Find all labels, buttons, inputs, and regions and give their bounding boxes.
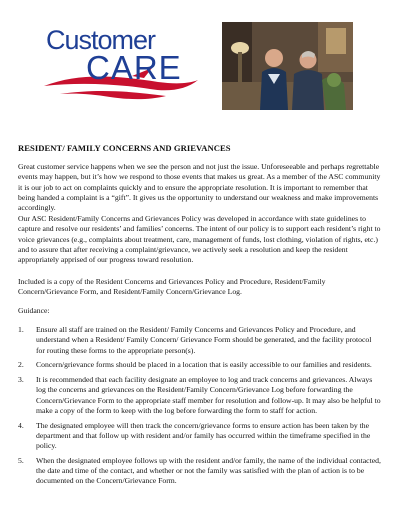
logo-text-customer: Customer bbox=[46, 25, 156, 55]
photo-two-men-talking bbox=[222, 22, 353, 110]
list-item bbox=[18, 456, 382, 487]
list-item bbox=[18, 325, 382, 356]
logo-text-care: CARE bbox=[86, 49, 182, 86]
list-item-number: 4. bbox=[18, 420, 24, 430]
guidance-list bbox=[18, 325, 382, 491]
list-item-number: 3. bbox=[18, 374, 24, 384]
paragraph-intro: Great customer service happens when we see the person and not just the issue. Unforeseeable and perhaps regrettable events may happen, but it’s how we respond to those events that makes us great. As a member of the ASC community it is our job to act on complaints quickly and to ensure the appropriate resolution. It is important to remember that being handed a complaint is a “gift”. It gives us the opportunity to understand our weakness and make improvements accordingly. bbox=[18, 162, 381, 213]
list-item bbox=[18, 421, 382, 452]
list-item bbox=[18, 360, 382, 370]
photo-illustration bbox=[222, 22, 353, 110]
list-item bbox=[18, 375, 382, 416]
customer-care-logo bbox=[40, 22, 200, 104]
list-item-number: 1. bbox=[18, 325, 24, 334]
list-item-text: It is recommended that each facility designate an employee to log and track concerns and grievances. Always log the concerns and grievances on the Resident/Family Concern/Grievance Log before forwarding the Concern/Grievance Form to the appropriate staff member for resolution and follow-up. It may also be helpful to make a copy of the form to keep with the log before forwarding the form to staff for action. bbox=[36, 374, 381, 415]
list-item-text: When the designated employee follows up with the resident and/or family, the name of the individual contacted, the date and time of the contact, and whether or not the family was satisfied with the plan of action is to be documented on the Concern/Grievance Form. bbox=[36, 455, 381, 486]
page-title: RESIDENT/ FAMILY CONCERNS AND GRIEVANCES bbox=[18, 143, 231, 153]
paragraph-included: Included is a copy of the Resident Concerns and Grievances Policy and Procedure, Resident/Family Concern/Grievance Form, and Resident/Family Concern/Grievance Log. bbox=[18, 277, 326, 297]
list-item-text: Ensure all staff are trained on the Resident/ Family Concerns and Grievances Policy and Procedure, and understand when a Resident/ Family Concern/ Grievance Form should be generated, and the facility protocol for routing these forms to the appropriate person(s). bbox=[36, 325, 372, 355]
paragraph-policy: Our ASC Resident/Family Concerns and Grievances Policy was developed in accordance with state guidelines to capture and resolve our residents’ and families’ concerns. The intent of our policy is to support each resident’s right to voice grievances (e.g., complaints about treatment, care, management of funds, lost clothing, violation of rights, etc.) and to assure that after receiving a complaint/grievance, we actively seek a resolution and keep the resident appropriately apprised of our progress toward resolution. bbox=[18, 214, 381, 265]
guidance-label: Guidance: bbox=[18, 306, 50, 315]
list-item-number: 2. bbox=[18, 360, 24, 370]
list-item-text: Concern/grievance forms should be placed in a location that is easily accessible to our families and residents. bbox=[36, 360, 372, 370]
list-item-number: 5. bbox=[18, 455, 24, 465]
list-item-text: The designated employee will then track the concern/grievance forms to ensure action has been taken by the department and that follow up with resident and/or family has occurred within the timeframe specified in the policy. bbox=[36, 420, 371, 451]
